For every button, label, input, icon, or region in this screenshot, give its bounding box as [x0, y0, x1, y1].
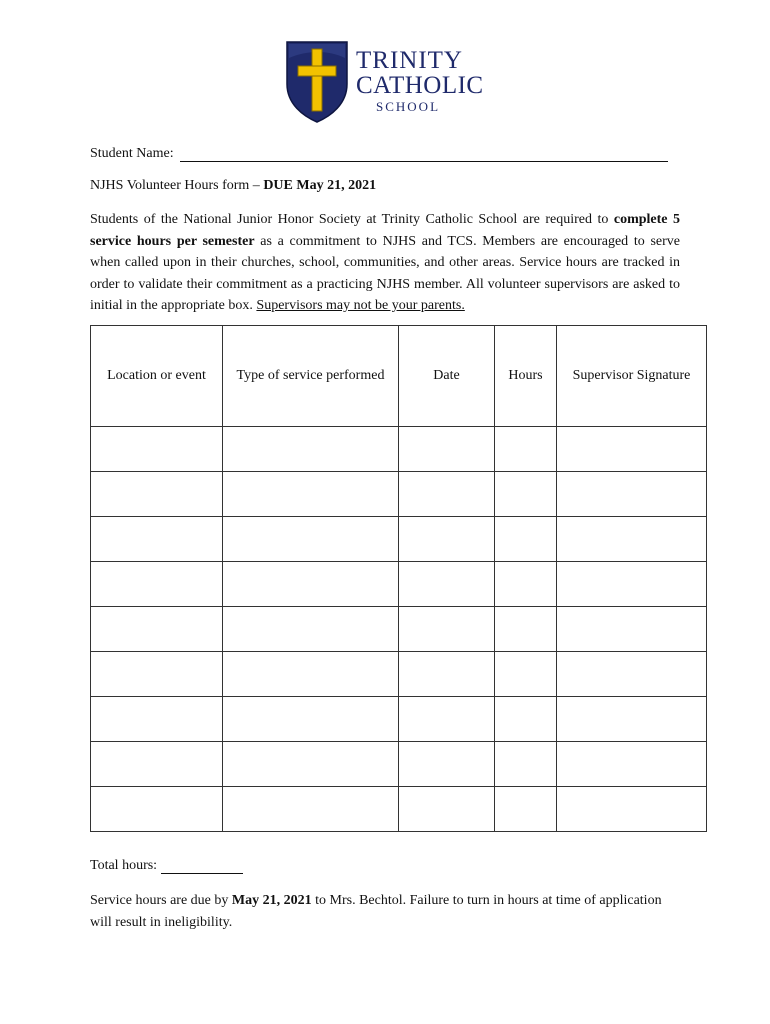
signature-cell[interactable]	[557, 517, 707, 562]
due-date: DUE May 21, 2021	[263, 178, 377, 193]
logo-wordmark	[356, 48, 484, 113]
deadline-note	[90, 890, 680, 933]
hours-cell[interactable]	[495, 427, 557, 472]
header-date: Date	[399, 326, 495, 427]
location-cell[interactable]	[91, 562, 223, 607]
service-type-cell[interactable]	[223, 697, 399, 742]
instructions-text-2: as a commitment to NJHS and TCS. Members are encouraged to serve when called upon in their churches, school, communities, and other areas. Service hours are tracked in order to validate their commitment as a practicing NJHS member. All volunteer supervisors are asked to initial in the appropriate box.	[90, 233, 680, 313]
total-hours-field[interactable]	[161, 859, 243, 874]
location-cell[interactable]	[91, 607, 223, 652]
logo-line-1: TRINITY	[356, 47, 463, 74]
logo-line-2: CATHOLIC	[356, 72, 484, 99]
table-row	[91, 607, 707, 652]
service-type-cell[interactable]	[223, 787, 399, 832]
hours-cell[interactable]	[495, 517, 557, 562]
instructions-parents-note: Supervisors may not be your parents.	[256, 298, 465, 313]
table-header-row	[91, 326, 707, 427]
date-cell[interactable]	[399, 427, 495, 472]
deadline-date: May 21, 2021	[231, 893, 312, 908]
table-row	[91, 787, 707, 832]
hours-cell[interactable]	[495, 742, 557, 787]
form-title-text: NJHS Volunteer Hours form –	[90, 178, 264, 193]
service-type-cell[interactable]	[223, 517, 399, 562]
header-service-type: Type of service performed	[223, 326, 399, 427]
header-hours: Hours	[495, 326, 557, 427]
service-type-cell[interactable]	[223, 652, 399, 697]
service-type-cell[interactable]	[223, 472, 399, 517]
signature-cell[interactable]	[557, 607, 707, 652]
table-row	[91, 742, 707, 787]
table-row	[91, 427, 707, 472]
hours-cell[interactable]	[495, 697, 557, 742]
signature-cell[interactable]	[557, 562, 707, 607]
date-cell[interactable]	[399, 472, 495, 517]
logo-line-3: SCHOOL	[376, 99, 441, 114]
instructions-text-1: Students of the National Junior Honor Society at Trinity Catholic School are required to	[90, 212, 614, 227]
date-cell[interactable]	[399, 652, 495, 697]
total-hours-label: Total hours:	[90, 858, 158, 873]
location-cell[interactable]	[91, 652, 223, 697]
table-body	[91, 427, 707, 832]
hours-cell[interactable]	[495, 562, 557, 607]
header-supervisor-signature: Supervisor Signature	[557, 326, 707, 427]
deadline-text-1: Service hours are due by	[90, 893, 232, 908]
signature-cell[interactable]	[557, 427, 707, 472]
hours-cell[interactable]	[495, 472, 557, 517]
date-cell[interactable]	[399, 742, 495, 787]
table-row	[91, 562, 707, 607]
table-row	[91, 652, 707, 697]
student-name-field[interactable]	[180, 147, 668, 162]
location-cell[interactable]	[91, 787, 223, 832]
signature-cell[interactable]	[557, 652, 707, 697]
hours-cell[interactable]	[495, 607, 557, 652]
service-hours-table	[90, 325, 707, 832]
hours-cell[interactable]	[495, 787, 557, 832]
date-cell[interactable]	[399, 562, 495, 607]
service-type-cell[interactable]	[223, 562, 399, 607]
form-title	[90, 178, 376, 194]
signature-cell[interactable]	[557, 472, 707, 517]
location-cell[interactable]	[91, 697, 223, 742]
location-cell[interactable]	[91, 472, 223, 517]
student-name-label: Student Name:	[90, 146, 174, 161]
service-type-cell[interactable]	[223, 427, 399, 472]
table-row	[91, 472, 707, 517]
instructions-paragraph	[90, 209, 680, 317]
service-type-cell[interactable]	[223, 607, 399, 652]
location-cell[interactable]	[91, 427, 223, 472]
deadline-text-2: to Mrs. Bechtol. Failure to turn in hours at time of application will result in ineligibility.	[90, 893, 662, 930]
table-row	[91, 697, 707, 742]
date-cell[interactable]	[399, 787, 495, 832]
date-cell[interactable]	[399, 607, 495, 652]
total-hours-row	[90, 858, 243, 874]
signature-cell[interactable]	[557, 787, 707, 832]
student-name-row	[90, 146, 668, 162]
service-type-cell[interactable]	[223, 742, 399, 787]
table-row	[91, 517, 707, 562]
signature-cell[interactable]	[557, 697, 707, 742]
location-cell[interactable]	[91, 517, 223, 562]
date-cell[interactable]	[399, 517, 495, 562]
hours-cell[interactable]	[495, 652, 557, 697]
signature-cell[interactable]	[557, 742, 707, 787]
location-cell[interactable]	[91, 742, 223, 787]
header-location: Location or event	[91, 326, 223, 427]
instructions-requirement: complete 5 service hours per semester	[90, 212, 680, 249]
date-cell[interactable]	[399, 697, 495, 742]
